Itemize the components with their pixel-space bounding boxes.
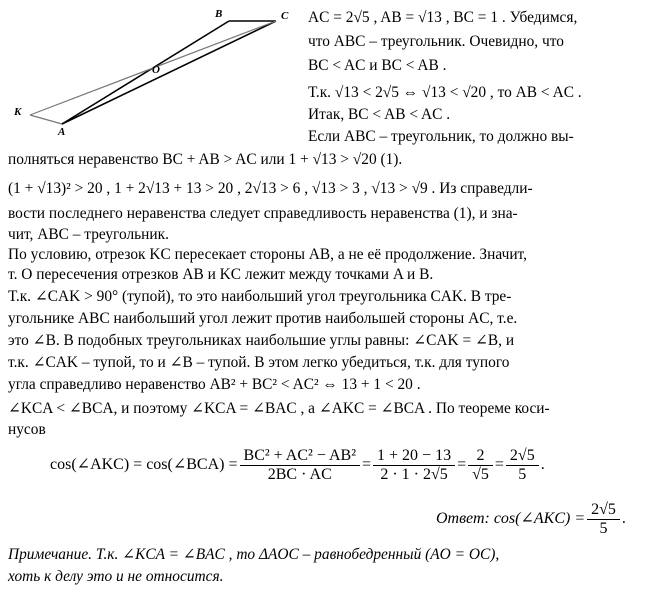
formula-fraction-4: [506, 447, 539, 484]
answer-fraction: [587, 501, 620, 538]
text-line-1: AC = 2√5 , AB = √13 , BC = 1 . Убедимся,: [308, 9, 578, 26]
text-line-14: угольнике ABC наибольший угол лежит против наибольшей стороны AC, т.е.: [8, 310, 518, 327]
text-line-2: что ABC – треугольник. Очевидно, что: [308, 33, 564, 50]
formula-equals-3: =: [494, 456, 504, 473]
label-a: A: [58, 126, 66, 138]
formula-end: .: [540, 456, 545, 473]
text-line-15: это ∠B. В подобных треугольниках наибольшие углы равны: ∠CAK = ∠B, и: [8, 332, 515, 349]
text-line-19: нусов: [8, 421, 46, 438]
formula-fraction-1: [240, 447, 360, 484]
segment-ca: [62, 21, 276, 124]
text-line-3: BC < AC и BC < AB .: [308, 57, 447, 74]
fraction-2-numerator: 1 + 20 − 13: [377, 446, 452, 464]
label-o: O: [152, 64, 160, 76]
fraction-1-denominator: 2BC · AC: [240, 465, 360, 484]
answer-label: Ответ: [436, 510, 485, 527]
text-line-7: полняться неравенство BC + AB > AC или 1 + √13 > √20 (1).: [8, 151, 403, 168]
answer-end: .: [621, 510, 626, 527]
formula-equals-2: =: [457, 456, 467, 473]
text-line-16: т.к. ∠CAK – тупой, то и ∠B – тупой. В этом легко убедиться, т.к. для тупого: [8, 354, 510, 371]
text-line-13: Т.к. ∠CAK > 90° (тупой), то это наибольший угол треугольника CAK. В тре-: [8, 288, 512, 305]
note-line-1: Примечание. Т.к. ∠KCA = ∠BAC , то ΔAOC – равнобедренный (AO = OC),: [8, 546, 500, 563]
label-c: C: [281, 10, 289, 22]
fraction-4-denominator: 5: [506, 465, 539, 484]
cosine-formula: [50, 440, 545, 490]
text-line-12: т. O пересечения отрезков AB и KC лежит между точками A и B.: [8, 266, 434, 283]
fraction-3-denominator: √5: [468, 465, 493, 484]
formula-fraction-2: [373, 447, 455, 484]
segment-ka: [30, 115, 62, 124]
text-line-9: вости последнего неравенства следует справедливость неравенства (1), и зна-: [8, 205, 518, 222]
formula-fraction-3: [468, 447, 493, 484]
fraction-2-denominator: 2 · 1 · 2√5: [373, 465, 455, 484]
formula-lhs: cos(∠AKC) = cos(∠BCA) =: [50, 456, 238, 473]
note-line-2: хоть к делу это и не относится.: [8, 568, 224, 585]
text-line-11: По условию, отрезок KC пересекает стороны AB, а не её продолжение. Значит,: [8, 246, 527, 263]
answer-numerator: 2√5: [591, 500, 616, 518]
text-line-18: ∠KCA < ∠BCA, и поэтому ∠KCA = ∠BAC , а ∠AKC = ∠BCA . По теореме коси-: [8, 400, 550, 417]
answer-line: [436, 496, 626, 542]
formula-equals-1: =: [361, 456, 372, 473]
text-line-10: чит, ABC – треугольник.: [8, 226, 169, 243]
fraction-3-numerator: 2: [476, 446, 485, 464]
label-k: K: [14, 106, 22, 118]
text-line-8: (1 + √13)² > 20 , 1 + 2√13 + 13 > 20 , 2√13 > 6 , √13 > 3 , √13 > √9 . Из справедли-: [8, 180, 533, 197]
label-b: B: [215, 8, 223, 20]
answer-denominator: 5: [587, 519, 620, 538]
text-line-4: Т.к. √13 < 2√5 ⇔ √13 < √20 , то AB < AC .: [308, 84, 582, 101]
segment-ba: [62, 21, 229, 124]
answer-text: : cos(∠AKC) =: [484, 510, 586, 527]
text-line-6: Если ABC – треугольник, то должно вы-: [308, 128, 574, 145]
text-line-5: Итак, BC < AB < AC .: [308, 106, 451, 123]
fraction-1-numerator: BC² + AC² − AB²: [243, 446, 356, 464]
fraction-4-numerator: 2√5: [509, 446, 535, 464]
triangle-figure: [0, 0, 300, 140]
text-line-17: угла справедливо неравенство AB² + BC² < AC² ⇔ 13 + 1 < 20 .: [8, 376, 421, 393]
